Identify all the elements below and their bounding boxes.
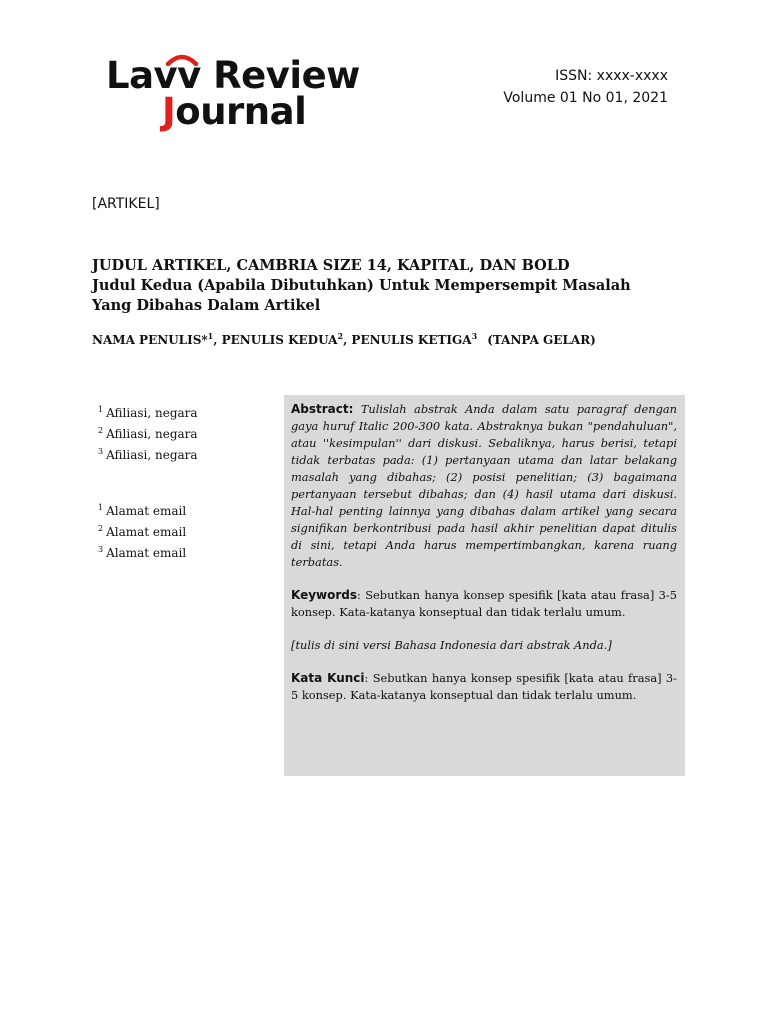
affiliation-item [98,443,268,464]
abstract-label: Abstract: [291,402,354,416]
author-1: NAMA PENULIS* [92,333,208,347]
author-2-sup: 2 [337,331,344,341]
affiliation-column [98,401,268,562]
affiliation-text: Afiliasi, negara [106,406,198,420]
journal-logo [106,56,386,146]
indonesian-note-text: [tulis di sini versi Bahasa Indonesia dari abstrak Anda.] [291,638,612,652]
volume: Volume 01 No 01, 2021 [503,90,668,106]
author-separator: , [343,333,352,347]
author-separator: , [213,333,222,347]
author-3: PENULIS KETIGA [351,333,472,347]
email-text: Alamat email [106,546,187,560]
article-subtitle: Judul Kedua (Apabila Dibutuhkan) Untuk Mempersempit Masalah Yang Dibahas Dalam Artikel [92,277,631,314]
no-degree-note: (TANPA GELAR) [487,333,596,347]
affiliation-sup: 2 [98,426,104,435]
email-item [98,541,268,562]
kata-kunci-text: : Sebutkan hanya konsep spesifik [kata atau frasa] 3-5 konsep. Kata-katanya konseptual dan tidak terlalu umum. [291,671,677,702]
article-type-label: [ARTIKEL] [92,196,160,212]
email-text: Alamat email [106,525,187,539]
logo-line-2 [162,92,306,132]
issue-info [503,65,668,109]
logo-text-ournal: ournal [175,90,307,133]
affiliation-item [98,422,268,443]
issn: ISSN: xxxx-xxxx [555,68,668,84]
kata-kunci-paragraph [291,670,677,704]
abstract-paragraph [291,401,677,571]
email-text: Alamat email [106,504,187,518]
logo-text-v2: v [177,54,201,97]
affiliation-sup: 1 [98,405,104,414]
logo-caret-icon [164,52,200,66]
logo-text-j: J [162,90,176,133]
keywords-label: Keywords [291,588,358,602]
kata-kunci-label: Kata Kunci [291,671,365,685]
email-item [98,499,268,520]
email-sup: 3 [98,545,104,554]
email-sup: 1 [98,503,104,512]
email-sup: 2 [98,524,104,533]
affiliation-sup: 3 [98,447,104,456]
author-1-sup: 1 [207,331,214,341]
email-item [98,520,268,541]
indonesian-abstract-note [291,637,677,654]
logo-text-review: Review [200,54,360,97]
affiliation-item [98,401,268,422]
logo-text-v1: v [153,54,178,97]
author-list [92,331,596,347]
abstract-text: Tulislah abstrak Anda dalam satu paragraf dengan gaya huruf Italic 200-300 kata. Abstraknya bukan "pendahuluan", atau ''kesimpulan'' dari diskusi. Sebaliknya, harus berisi, tetapi tidak terbatas pada: (1) pertanyaan utama dan latar belakang masalah yang dibahas; (2) posisi penelitian; (3) bagaimana pertanyaan tersebut dibahas; dan (4) hasil utama dari diskusi. Hal-hal penting lainnya yang dibahas dalam artikel yang secara signifikan berkontribusi pada hasil akhir penelitian dapat ditulis di sini, tetapi Anda harus mempertimbangkan, karena ruang terbatas. [291,402,677,569]
author-2: PENULIS KEDUA [221,333,338,347]
logo-text-la: La [106,54,154,97]
affiliation-text: Afiliasi, negara [106,448,198,462]
keywords-text: : Sebutkan hanya konsep spesifik [kata atau frasa] 3-5 konsep. Kata-katanya konseptual dan tidak terlalu umum. [291,588,677,619]
keywords-paragraph [291,587,677,621]
affiliation-text: Afiliasi, negara [106,427,198,441]
article-title: JUDUL ARTIKEL, CAMBRIA SIZE 14, KAPITAL, DAN BOLD [92,257,570,274]
email-list [98,499,268,562]
title-block [92,256,692,316]
author-3-sup: 3 [471,331,478,341]
abstract-box [284,395,685,776]
